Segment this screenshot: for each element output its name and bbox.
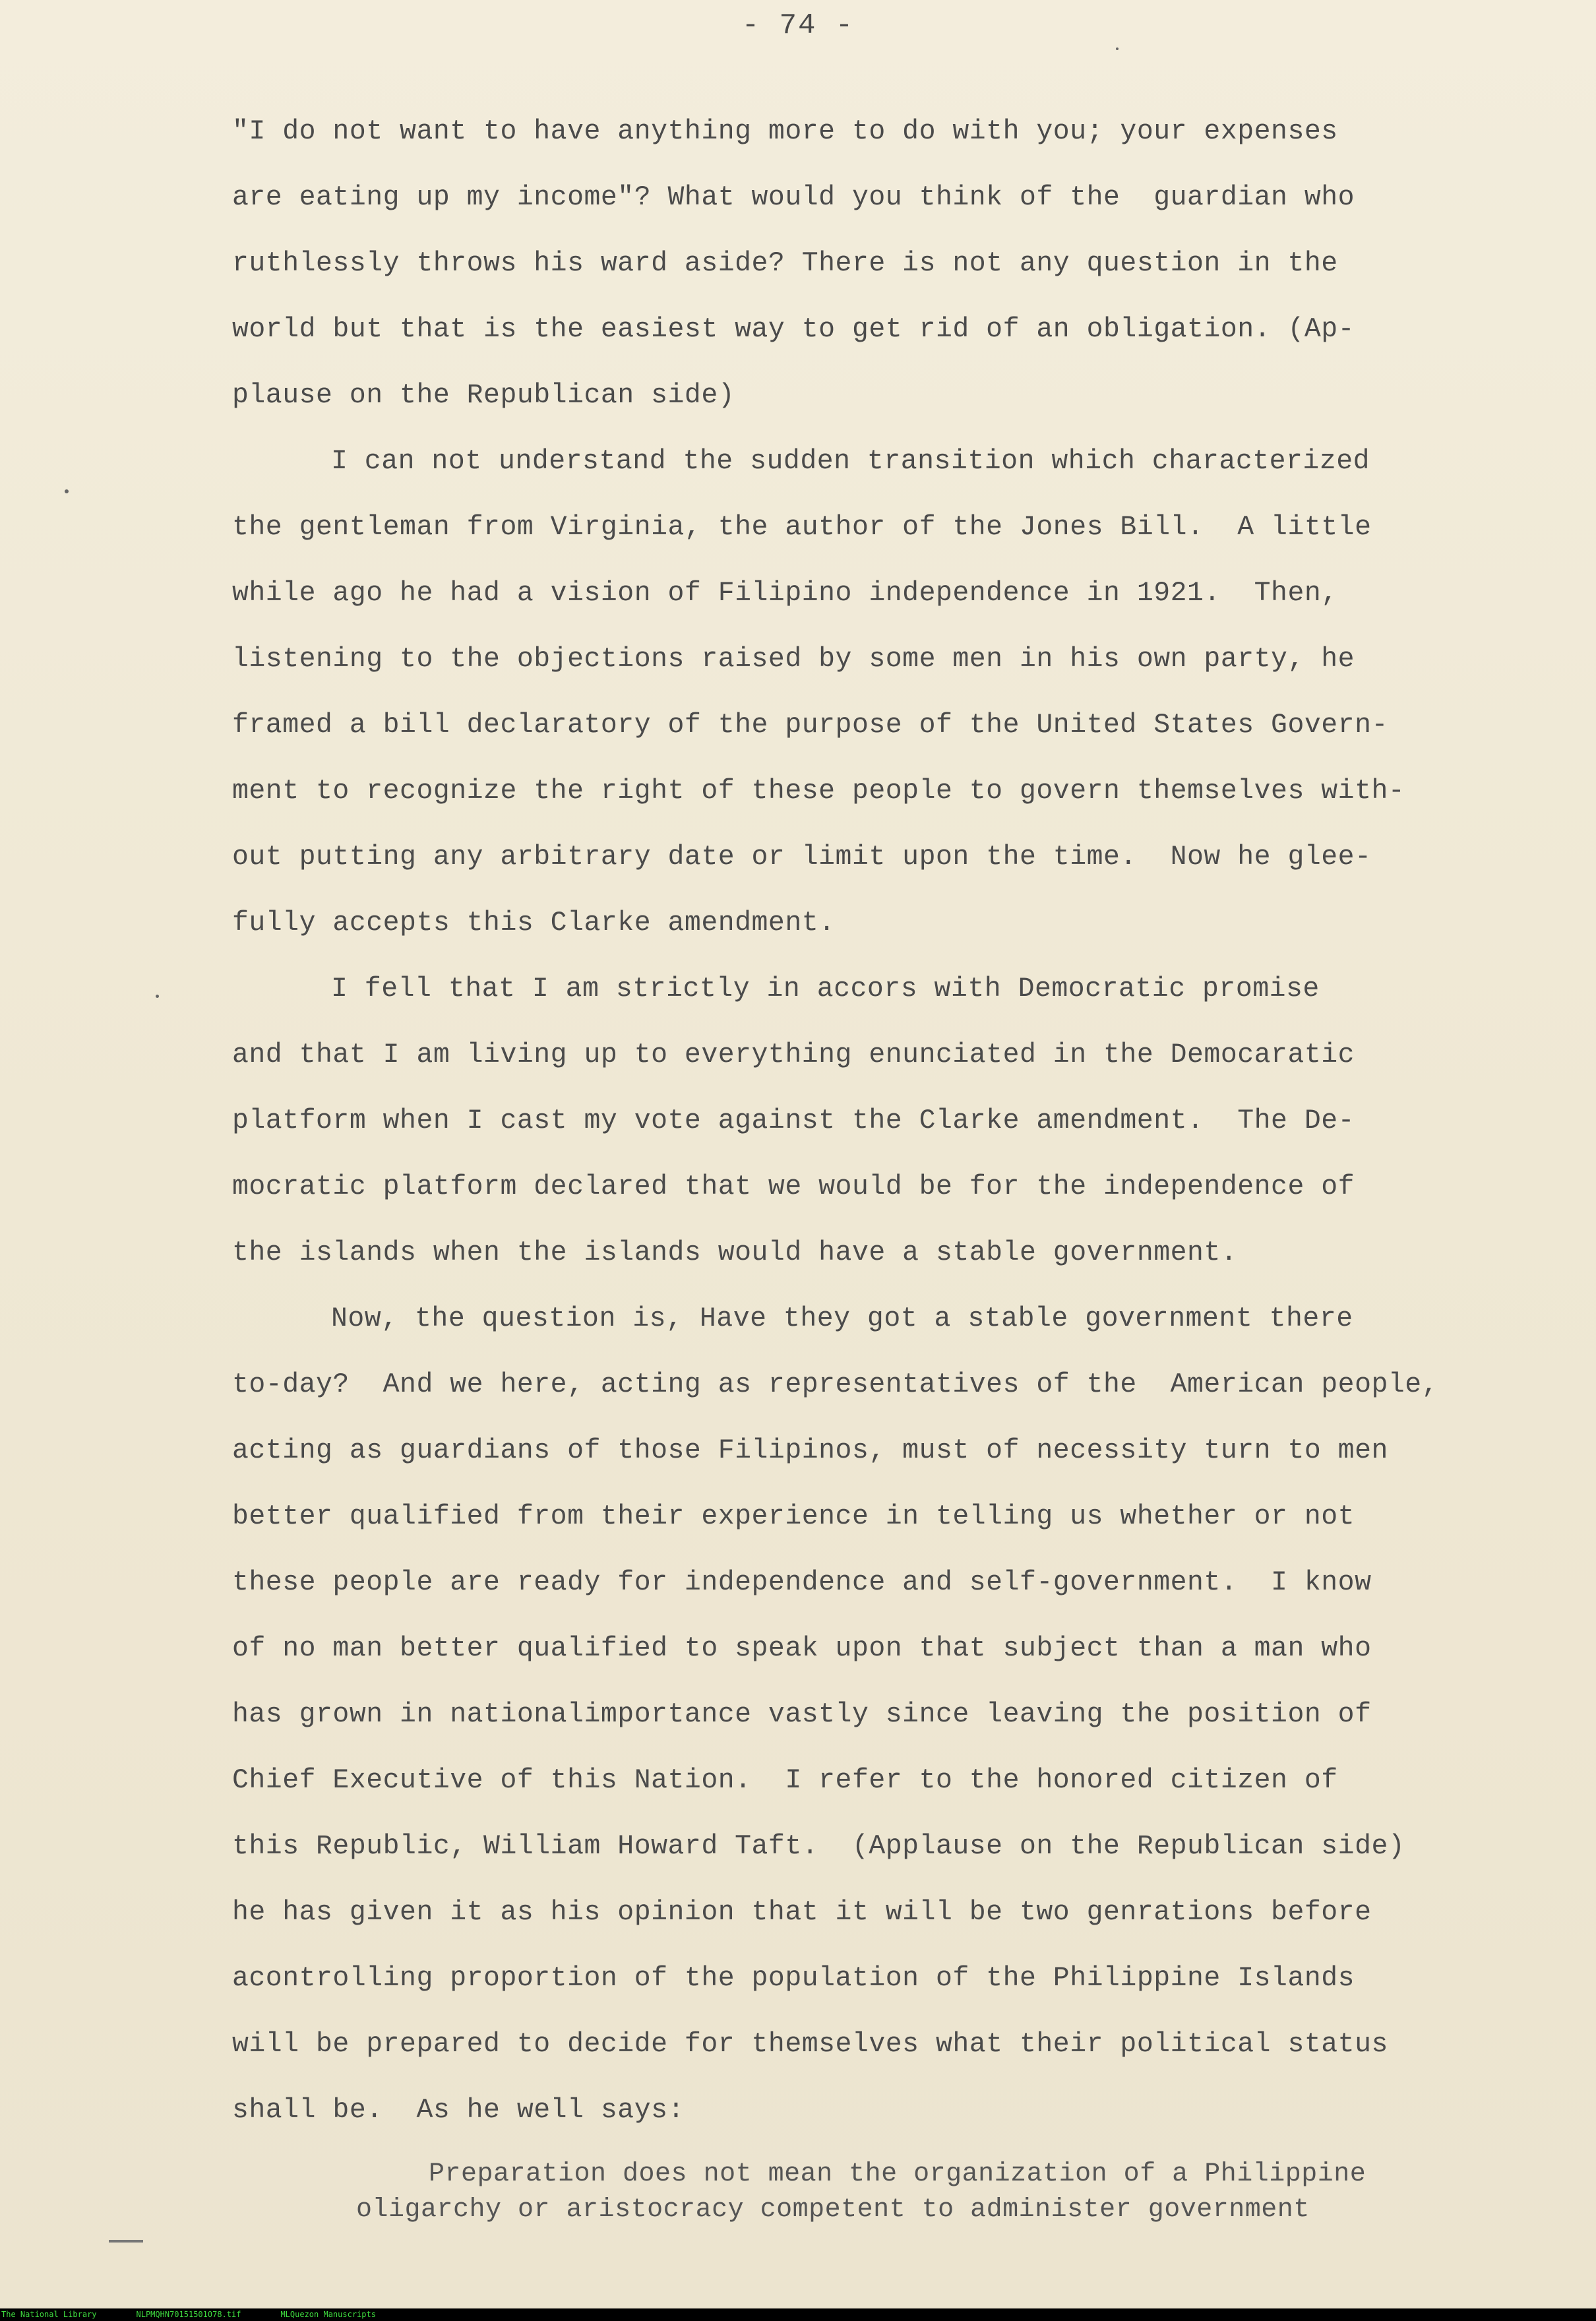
text-line: acting as guardians of those Filipinos, must of necessity turn to men	[232, 1435, 1388, 1466]
text-line: while ago he had a vision of Filipino independence in 1921. Then,	[232, 578, 1338, 609]
page-number: - 74 -	[741, 9, 855, 42]
text-line: of no man better qualified to speak upon that subject than a man who	[232, 1633, 1372, 1664]
text-line-indented: I can not understand the sudden transition which characterized	[331, 446, 1370, 477]
text-line: platform when I cast my vote against the Clarke amendment. The De-	[232, 1105, 1355, 1136]
text-line: to-day? And we here, acting as representatives of the American people,	[232, 1369, 1439, 1400]
text-line: will be prepared to decide for themselves what their political status	[232, 2029, 1388, 2060]
text-line: the islands when the islands would have a stable government.	[232, 1237, 1238, 1268]
text-line: these people are ready for independence and self-government. I know	[232, 1567, 1372, 1598]
text-line: world but that is the easiest way to get rid of an obligation. (Ap-	[232, 314, 1355, 345]
text-line: this Republic, William Howard Taft. (Applause on the Republican side)	[232, 1831, 1405, 1862]
text-line: mocratic platform declared that we would be for the independence of	[232, 1171, 1355, 1202]
stray-mark	[65, 489, 69, 493]
text-line: and that I am living up to everything enunciated in the Democaratic	[232, 1039, 1355, 1070]
text-line: shall be. As he well says:	[232, 2095, 685, 2126]
text-line: Chief Executive of this Nation. I refer to the honored citizen of	[232, 1765, 1338, 1796]
text-line: plause on the Republican side)	[232, 380, 735, 411]
stray-mark	[1116, 47, 1119, 50]
text-line: ment to recognize the right of these people to govern themselves with-	[232, 776, 1405, 807]
text-line-indented: I fell that I am strictly in accors with Democratic promise	[331, 974, 1320, 1005]
footer-file: NLPMQHN70151501078.tif	[136, 2310, 241, 2319]
quote-line: oligarchy or aristocracy competent to administer government	[356, 2195, 1310, 2225]
text-line: out putting any arbitrary date or limit upon the time. Now he glee-	[232, 842, 1372, 873]
stray-mark	[156, 995, 159, 998]
text-line: the gentleman from Virginia, the author of the Jones Bill. A little	[232, 512, 1372, 543]
footer-library: The National Library	[1, 2310, 97, 2319]
scan-footer	[0, 2308, 1596, 2321]
footer-collection: MLQuezon Manuscripts	[280, 2310, 376, 2319]
block-quote	[356, 2157, 1490, 2228]
quote-line: Preparation does not mean the organization of a Philippine	[429, 2159, 1366, 2189]
text-line: ruthlessly throws his ward aside? There is not any question in the	[232, 248, 1338, 279]
text-line: framed a bill declaratory of the purpose of the United States Govern-	[232, 710, 1388, 741]
body-text	[232, 99, 1485, 2144]
text-line: acontrolling proportion of the population of the Philippine Islands	[232, 1963, 1355, 1994]
text-line: listening to the objections raised by some men in his own party, he	[232, 644, 1355, 675]
text-line: has grown in nationalimportance vastly since leaving the position of	[232, 1699, 1372, 1730]
text-line: "I do not want to have anything more to do with you; your expenses	[232, 116, 1338, 147]
text-line: better qualified from their experience in telling us whether or not	[232, 1501, 1355, 1532]
text-line: are eating up my income"? What would you think of the guardian who	[232, 182, 1355, 213]
text-line: fully accepts this Clarke amendment.	[232, 908, 836, 939]
text-line-indented: Now, the question is, Have they got a stable government there	[331, 1303, 1353, 1334]
margin-dash-mark	[109, 2240, 143, 2243]
text-line: he has given it as his opinion that it will be two genrations before	[232, 1897, 1372, 1928]
